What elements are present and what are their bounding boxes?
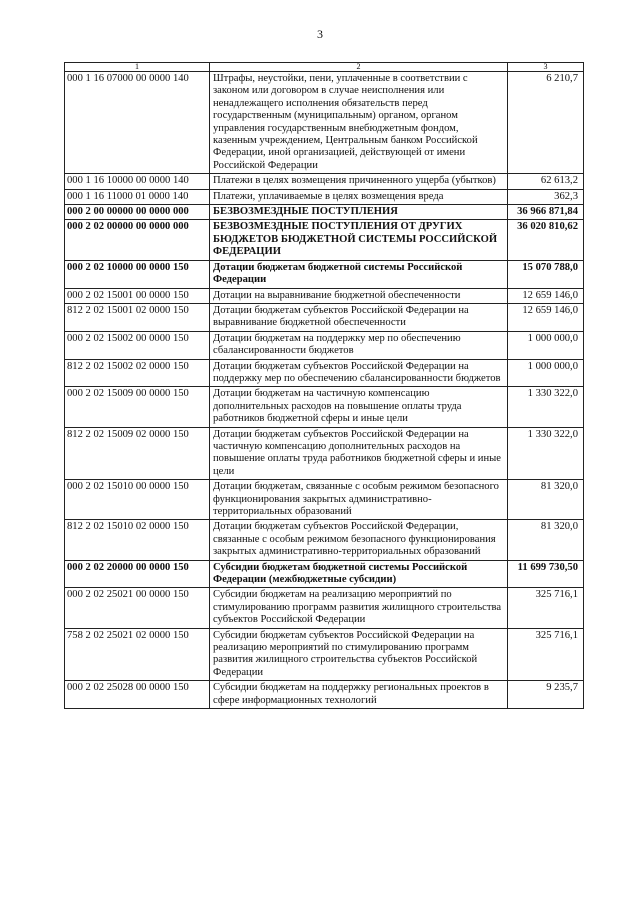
code-cell: 000 2 02 10000 00 0000 150 [65,260,210,288]
table-row [65,220,584,260]
table-row [65,588,584,628]
code-cell: 000 1 16 10000 00 0000 140 [65,174,210,189]
name-cell: Субсидии бюджетам субъектов Российской Федерации на реализацию мероприятий по стимулированию программ развития жилищного строительства субъектов Российской Федерации [210,628,508,681]
budget-revenue-table [64,62,584,709]
code-cell: 000 2 02 15002 00 0000 150 [65,331,210,359]
code-cell: 000 2 02 15010 00 0000 150 [65,480,210,520]
column-header-amount: 3 [508,63,584,72]
name-cell: Субсидии бюджетам на поддержку региональных проектов в сфере информационных технологий [210,681,508,709]
amount-cell: 12 659 146,0 [508,303,584,331]
table-row [65,205,584,220]
table-row [65,288,584,303]
code-cell: 000 2 02 20000 00 0000 150 [65,560,210,588]
code-cell: 000 1 16 11000 01 0000 140 [65,189,210,204]
amount-cell: 15 070 788,0 [508,260,584,288]
table-row [65,359,584,387]
amount-cell: 36 966 871,84 [508,205,584,220]
code-cell: 812 2 02 15001 02 0000 150 [65,303,210,331]
name-cell: Дотации бюджетам бюджетной системы Российской Федерации [210,260,508,288]
code-cell: 812 2 02 15010 02 0000 150 [65,520,210,560]
name-cell: Дотации бюджетам, связанные с особым режимом безопасного функционирования закрытых административно-территориальных образований [210,480,508,520]
column-header-name: 2 [210,63,508,72]
name-cell: Субсидии бюджетам бюджетной системы Российской Федерации (межбюджетные субсидии) [210,560,508,588]
name-cell: БЕЗВОЗМЕЗДНЫЕ ПОСТУПЛЕНИЯ ОТ ДРУГИХ БЮДЖЕТОВ БЮДЖЕТНОЙ СИСТЕМЫ РОССИЙСКОЙ ФЕДЕРАЦИИ [210,220,508,260]
amount-cell: 1 000 000,0 [508,359,584,387]
code-cell: 758 2 02 25021 02 0000 150 [65,628,210,681]
code-cell: 000 2 02 15009 00 0000 150 [65,387,210,427]
amount-cell: 362,3 [508,189,584,204]
table-row [65,260,584,288]
name-cell: Дотации бюджетам на поддержку мер по обеспечению сбалансированности бюджетов [210,331,508,359]
table-row [65,174,584,189]
column-header-code: 1 [65,63,210,72]
amount-cell: 6 210,7 [508,72,584,174]
amount-cell: 1 000 000,0 [508,331,584,359]
table-row [65,560,584,588]
amount-cell: 1 330 322,0 [508,427,584,480]
name-cell: Субсидии бюджетам на реализацию мероприятий по стимулированию программ развития жилищного строительства субъектов Российской Федерации [210,588,508,628]
code-cell: 812 2 02 15009 02 0000 150 [65,427,210,480]
name-cell: Платежи в целях возмещения причиненного ущерба (убытков) [210,174,508,189]
table-header-row [65,63,584,72]
name-cell: Дотации бюджетам субъектов Российской Федерации на выравнивание бюджетной обеспеченности [210,303,508,331]
code-cell: 000 2 02 00000 00 0000 000 [65,220,210,260]
amount-cell: 11 699 730,50 [508,560,584,588]
code-cell: 000 2 02 15001 00 0000 150 [65,288,210,303]
amount-cell: 81 320,0 [508,480,584,520]
table-row [65,387,584,427]
table-row [65,303,584,331]
name-cell: Дотации бюджетам субъектов Российской Федерации на частичную компенсацию дополнительных расходов на повышение оплаты труда работников бюджетной сферы и иные цели [210,427,508,480]
amount-cell: 325 716,1 [508,588,584,628]
amount-cell: 36 020 810,62 [508,220,584,260]
code-cell: 000 2 02 25021 00 0000 150 [65,588,210,628]
code-cell: 812 2 02 15002 02 0000 150 [65,359,210,387]
table-row [65,427,584,480]
amount-cell: 9 235,7 [508,681,584,709]
page-number: 3 [317,27,323,41]
name-cell: Дотации на выравнивание бюджетной обеспеченности [210,288,508,303]
amount-cell: 325 716,1 [508,628,584,681]
name-cell: Дотации бюджетам субъектов Российской Федерации, связанные с особым режимом безопасного функционирования закрытых административно-территориальных образований [210,520,508,560]
amount-cell: 81 320,0 [508,520,584,560]
name-cell: Платежи, уплачиваемые в целях возмещения вреда [210,189,508,204]
amount-cell: 62 613,2 [508,174,584,189]
name-cell: Дотации бюджетам на частичную компенсацию дополнительных расходов на повышение оплаты труда работников бюджетной сферы и иные цели [210,387,508,427]
table-row [65,72,584,174]
name-cell: Дотации бюджетам субъектов Российской Федерации на поддержку мер по обеспечению сбалансированности бюджетов [210,359,508,387]
table-row [65,189,584,204]
name-cell: Штрафы, неустойки, пени, уплаченные в соответствии с законом или договором в случае неисполнения или ненадлежащего исполнения обязательств перед государственным (муниципальным) органом, органом управления государственным внебюджетным фондом, казенным учреждением, Центральным банком Российской Федерации, иной организацией, действующей от имени Российской Федерации [210,72,508,174]
table-row [65,681,584,709]
table-row [65,331,584,359]
table-body [65,72,584,709]
code-cell: 000 1 16 07000 00 0000 140 [65,72,210,174]
amount-cell: 12 659 146,0 [508,288,584,303]
table-row [65,520,584,560]
table-row [65,628,584,681]
amount-cell: 1 330 322,0 [508,387,584,427]
table-row [65,480,584,520]
name-cell: БЕЗВОЗМЕЗДНЫЕ ПОСТУПЛЕНИЯ [210,205,508,220]
code-cell: 000 2 02 25028 00 0000 150 [65,681,210,709]
code-cell: 000 2 00 00000 00 0000 000 [65,205,210,220]
